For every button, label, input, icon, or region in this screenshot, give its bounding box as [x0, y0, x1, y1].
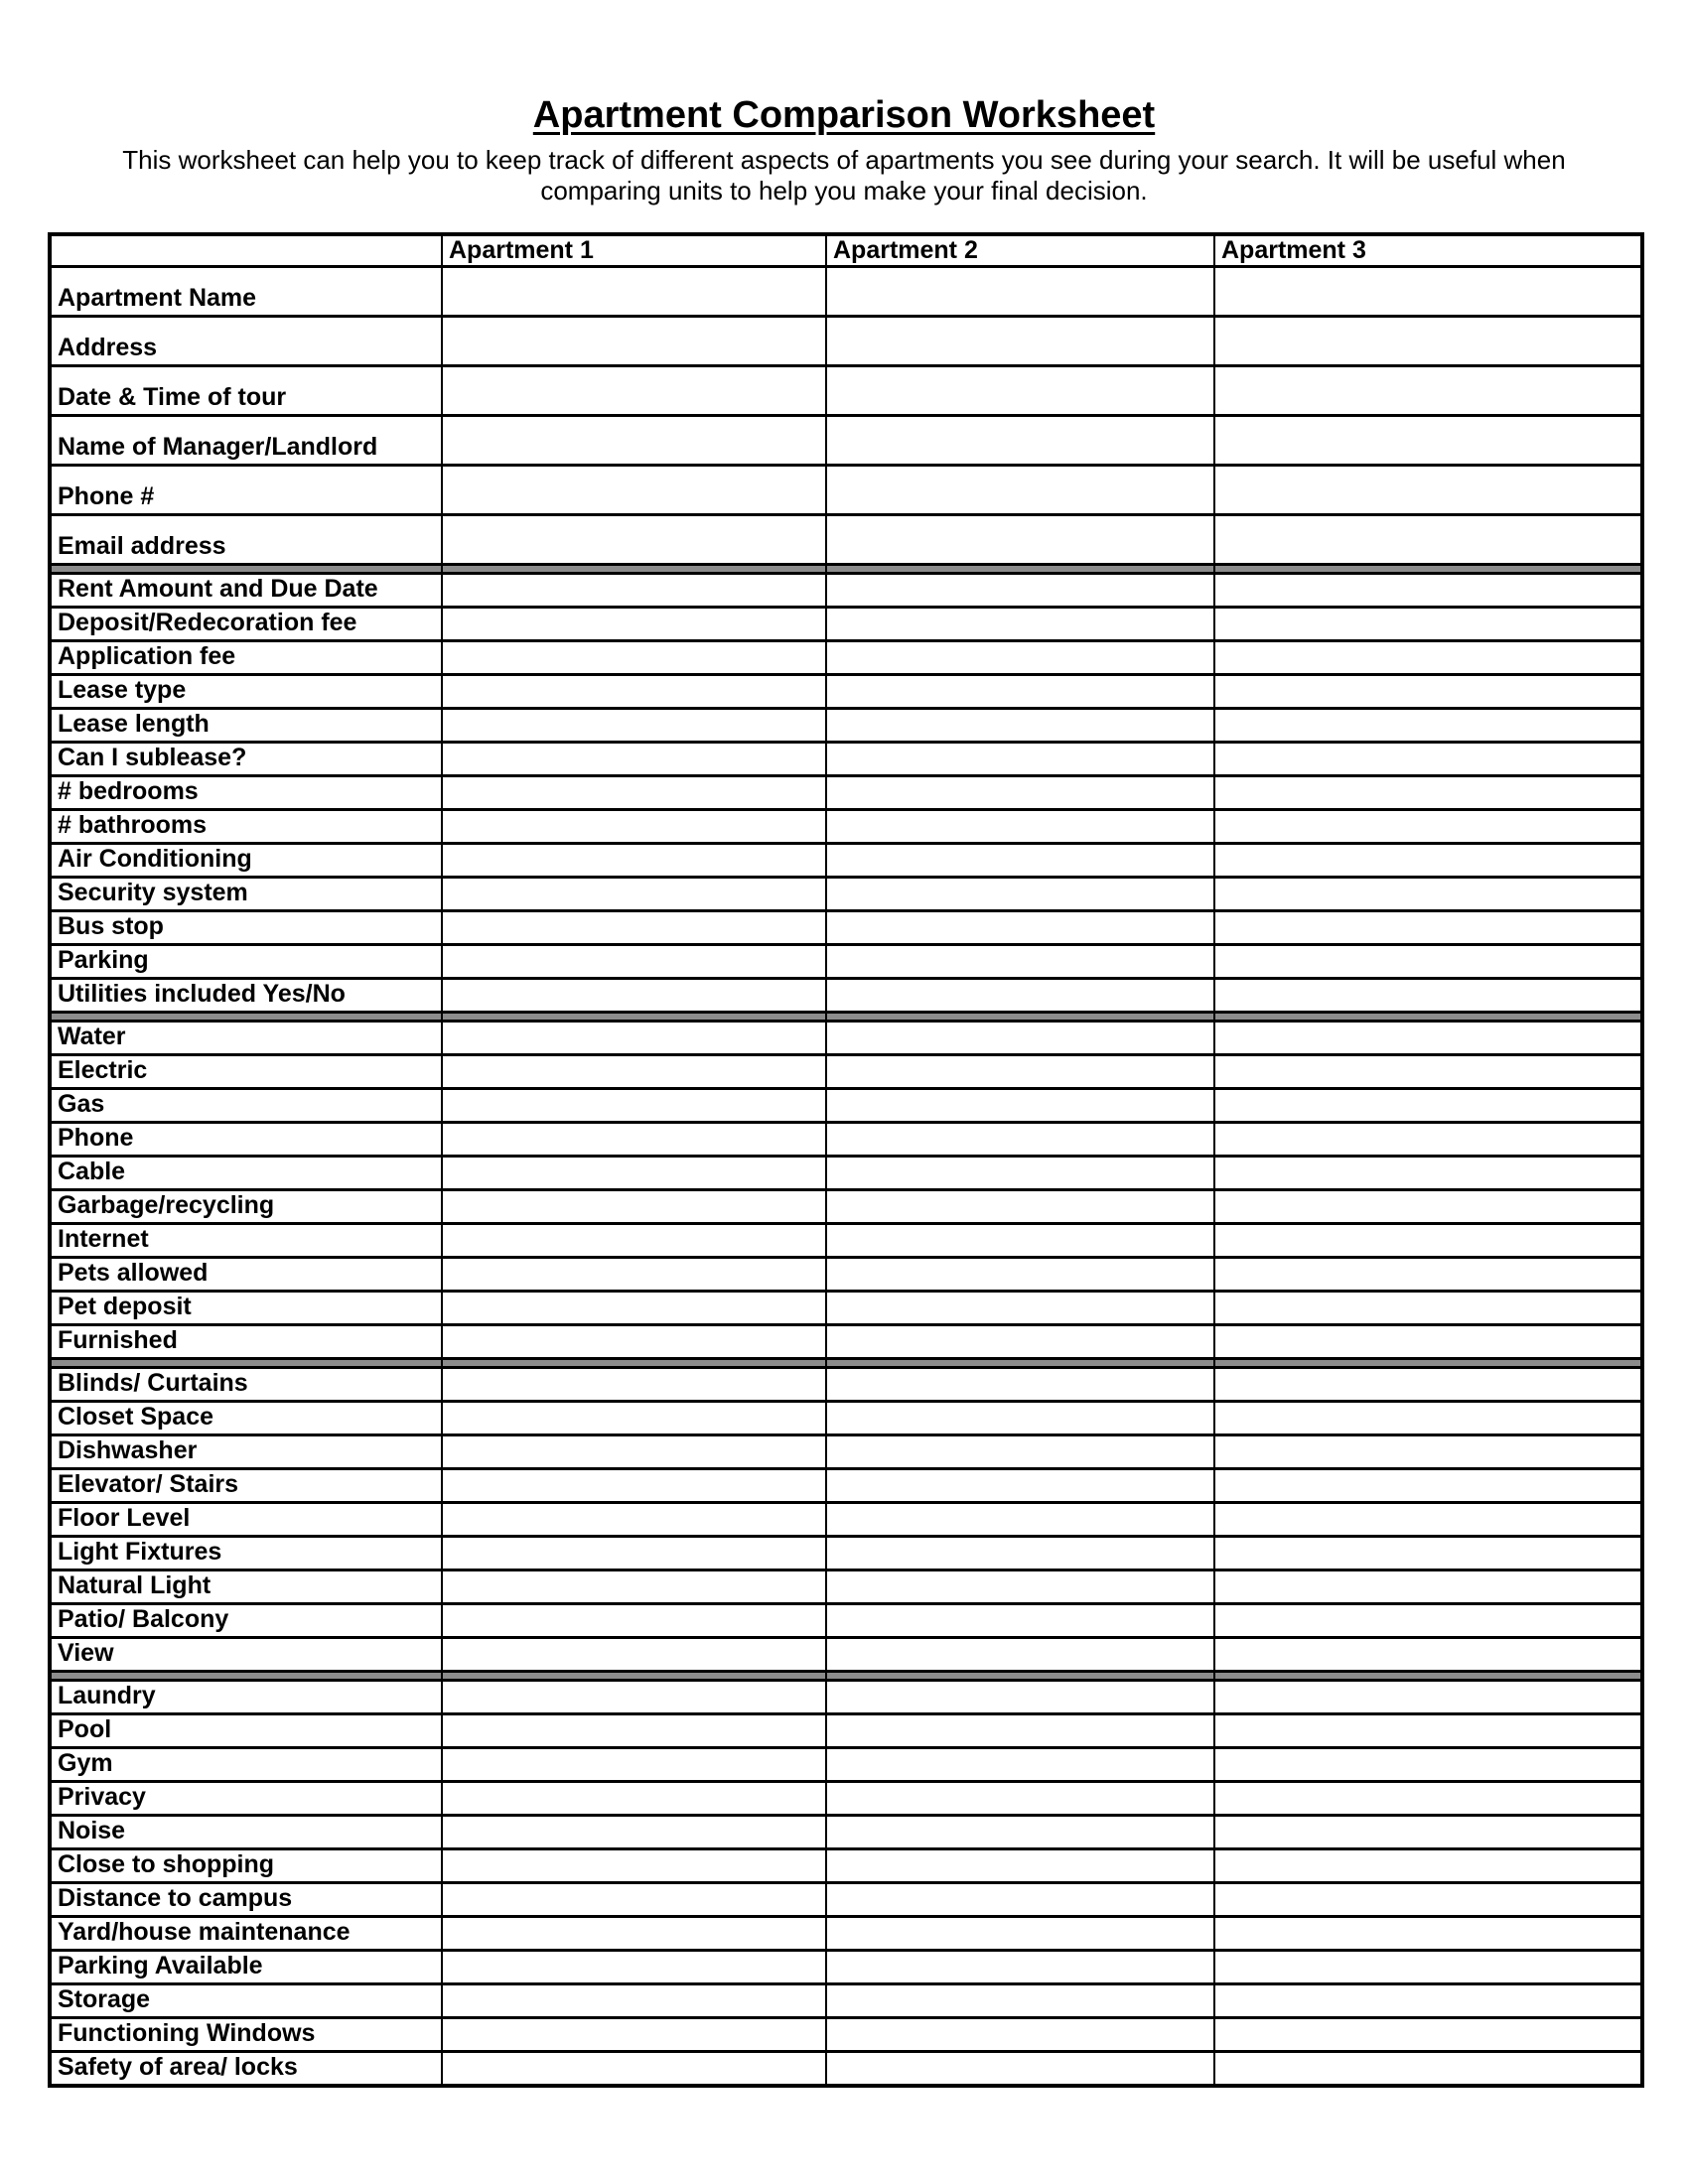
value-cell-apartment-2[interactable] [826, 515, 1214, 565]
table-row [50, 1782, 1642, 1816]
table-row [50, 709, 1642, 743]
value-cell-apartment-2[interactable] [826, 1325, 1214, 1359]
value-cell-apartment-2[interactable] [826, 1917, 1214, 1951]
table-row [50, 1055, 1642, 1089]
value-cell-apartment-1[interactable] [442, 2018, 826, 2052]
value-cell-apartment-3[interactable] [1214, 317, 1642, 366]
table-row [50, 267, 1642, 317]
value-cell-apartment-1[interactable] [442, 2052, 826, 2087]
row-label: # bedrooms [50, 776, 442, 810]
value-cell-apartment-3[interactable] [1214, 979, 1642, 1013]
value-cell-apartment-2[interactable] [826, 1503, 1214, 1537]
value-cell-apartment-3[interactable] [1214, 1714, 1642, 1748]
section-separator-cell [442, 565, 826, 574]
row-label: Address [50, 317, 442, 366]
section-separator-cell [1214, 565, 1642, 574]
value-cell-apartment-2[interactable] [826, 317, 1214, 366]
row-label: Phone [50, 1123, 442, 1157]
section-separator-cell [826, 1672, 1214, 1681]
value-cell-apartment-3[interactable] [1214, 1570, 1642, 1604]
table-row [50, 1089, 1642, 1123]
value-cell-apartment-1[interactable] [442, 810, 826, 844]
row-label: # bathrooms [50, 810, 442, 844]
table-row [50, 810, 1642, 844]
table-row [50, 1368, 1642, 1402]
row-label: View [50, 1638, 442, 1672]
value-cell-apartment-3[interactable] [1214, 1224, 1642, 1258]
table-row [50, 1292, 1642, 1325]
table-row [50, 2018, 1642, 2052]
value-cell-apartment-3[interactable] [1214, 1681, 1642, 1714]
row-label: Parking Available [50, 1951, 442, 1984]
row-label: Rent Amount and Due Date [50, 574, 442, 608]
row-label: Name of Manager/Landlord [50, 416, 442, 466]
value-cell-apartment-1[interactable] [442, 675, 826, 709]
value-cell-apartment-2[interactable] [826, 1224, 1214, 1258]
table-row [50, 1325, 1642, 1359]
value-cell-apartment-1[interactable] [442, 945, 826, 979]
table-row [50, 2052, 1642, 2087]
row-label: Laundry [50, 1681, 442, 1714]
value-cell-apartment-1[interactable] [442, 1190, 826, 1224]
value-cell-apartment-2[interactable] [826, 641, 1214, 675]
section-separator-cell [826, 565, 1214, 574]
row-label: Application fee [50, 641, 442, 675]
page-subtitle: This worksheet can help you to keep track of different aspects of apartments you see during your search. It will be useful when comparing units to help you make your final decision. [122, 145, 1566, 205]
row-label: Closet Space [50, 1402, 442, 1435]
table-row [50, 1503, 1642, 1537]
value-cell-apartment-1[interactable] [442, 1537, 826, 1570]
table-row [50, 1537, 1642, 1570]
value-cell-apartment-3[interactable] [1214, 810, 1642, 844]
row-label: Bus stop [50, 911, 442, 945]
value-cell-apartment-1[interactable] [442, 1917, 826, 1951]
value-cell-apartment-3[interactable] [1214, 366, 1642, 416]
value-cell-apartment-3[interactable] [1214, 1503, 1642, 1537]
value-cell-apartment-3[interactable] [1214, 1883, 1642, 1917]
row-label: Distance to campus [50, 1883, 442, 1917]
table-row [50, 574, 1642, 608]
row-label: Electric [50, 1055, 442, 1089]
row-label: Furnished [50, 1325, 442, 1359]
value-cell-apartment-1[interactable] [442, 466, 826, 515]
value-cell-apartment-2[interactable] [826, 776, 1214, 810]
value-cell-apartment-3[interactable] [1214, 641, 1642, 675]
row-label: Garbage/recycling [50, 1190, 442, 1224]
section-separator-cell [1214, 1359, 1642, 1368]
value-cell-apartment-3[interactable] [1214, 1469, 1642, 1503]
row-label: Pet deposit [50, 1292, 442, 1325]
section-separator [50, 1672, 1642, 1681]
row-label: Apartment Name [50, 267, 442, 317]
value-cell-apartment-3[interactable] [1214, 608, 1642, 641]
value-cell-apartment-3[interactable] [1214, 1402, 1642, 1435]
value-cell-apartment-1[interactable] [442, 317, 826, 366]
value-cell-apartment-2[interactable] [826, 1570, 1214, 1604]
row-label: Storage [50, 1984, 442, 2018]
table-row [50, 1714, 1642, 1748]
table-body [50, 267, 1642, 2087]
table-row [50, 844, 1642, 878]
value-cell-apartment-3[interactable] [1214, 1537, 1642, 1570]
value-cell-apartment-3[interactable] [1214, 911, 1642, 945]
row-label: Can I sublease? [50, 743, 442, 776]
value-cell-apartment-1[interactable] [442, 1638, 826, 1672]
value-cell-apartment-1[interactable] [442, 1402, 826, 1435]
value-cell-apartment-1[interactable] [442, 1123, 826, 1157]
row-label: Email address [50, 515, 442, 565]
value-cell-apartment-1[interactable] [442, 267, 826, 317]
table-row [50, 466, 1642, 515]
column-header-apartment-3: Apartment 3 [1214, 234, 1642, 267]
value-cell-apartment-3[interactable] [1214, 743, 1642, 776]
table-row [50, 317, 1642, 366]
value-cell-apartment-3[interactable] [1214, 675, 1642, 709]
row-label: Patio/ Balcony [50, 1604, 442, 1638]
value-cell-apartment-1[interactable] [442, 1883, 826, 1917]
value-cell-apartment-1[interactable] [442, 1816, 826, 1849]
table-row [50, 1224, 1642, 1258]
section-separator [50, 1013, 1642, 1022]
value-cell-apartment-2[interactable] [826, 979, 1214, 1013]
table-row [50, 1604, 1642, 1638]
section-separator [50, 1359, 1642, 1368]
value-cell-apartment-2[interactable] [826, 945, 1214, 979]
value-cell-apartment-2[interactable] [826, 1292, 1214, 1325]
row-label: Deposit/Redecoration fee [50, 608, 442, 641]
section-separator [50, 565, 1642, 574]
table-row [50, 1157, 1642, 1190]
row-label: Natural Light [50, 1570, 442, 1604]
value-cell-apartment-1[interactable] [442, 1849, 826, 1883]
row-label: Air Conditioning [50, 844, 442, 878]
row-label: Parking [50, 945, 442, 979]
section-separator-cell [442, 1013, 826, 1022]
value-cell-apartment-2[interactable] [826, 1714, 1214, 1748]
value-cell-apartment-1[interactable] [442, 1681, 826, 1714]
section-separator-cell [50, 1672, 442, 1681]
comparison-table [48, 232, 1644, 2088]
row-label: Elevator/ Stairs [50, 1469, 442, 1503]
value-cell-apartment-2[interactable] [826, 1984, 1214, 2018]
value-cell-apartment-2[interactable] [826, 844, 1214, 878]
table-row [50, 776, 1642, 810]
row-label: Cable [50, 1157, 442, 1190]
value-cell-apartment-1[interactable] [442, 641, 826, 675]
value-cell-apartment-1[interactable] [442, 878, 826, 911]
value-cell-apartment-1[interactable] [442, 366, 826, 416]
row-label: Pool [50, 1714, 442, 1748]
page-title: Apartment Comparison Worksheet [532, 94, 1156, 136]
table-row [50, 1123, 1642, 1157]
table-row [50, 1883, 1642, 1917]
value-cell-apartment-2[interactable] [826, 1748, 1214, 1782]
value-cell-apartment-3[interactable] [1214, 2018, 1642, 2052]
row-label: Light Fixtures [50, 1537, 442, 1570]
table-row [50, 1638, 1642, 1672]
value-cell-apartment-3[interactable] [1214, 1604, 1642, 1638]
row-label: Phone # [50, 466, 442, 515]
value-cell-apartment-1[interactable] [442, 1325, 826, 1359]
value-cell-apartment-1[interactable] [442, 1055, 826, 1089]
section-separator-cell [50, 1013, 442, 1022]
value-cell-apartment-2[interactable] [826, 466, 1214, 515]
value-cell-apartment-2[interactable] [826, 1022, 1214, 1055]
row-label: Yard/house maintenance [50, 1917, 442, 1951]
section-separator-cell [826, 1013, 1214, 1022]
value-cell-apartment-2[interactable] [826, 810, 1214, 844]
row-label: Floor Level [50, 1503, 442, 1537]
value-cell-apartment-1[interactable] [442, 1022, 826, 1055]
table-row [50, 1022, 1642, 1055]
table-row [50, 416, 1642, 466]
value-cell-apartment-1[interactable] [442, 776, 826, 810]
value-cell-apartment-2[interactable] [826, 1055, 1214, 1089]
value-cell-apartment-2[interactable] [826, 1782, 1214, 1816]
row-label: Lease type [50, 675, 442, 709]
section-separator-cell [50, 1359, 442, 1368]
value-cell-apartment-2[interactable] [826, 1402, 1214, 1435]
value-cell-apartment-1[interactable] [442, 608, 826, 641]
value-cell-apartment-1[interactable] [442, 1157, 826, 1190]
value-cell-apartment-3[interactable] [1214, 1984, 1642, 2018]
value-cell-apartment-2[interactable] [826, 2018, 1214, 2052]
table-row [50, 515, 1642, 565]
value-cell-apartment-2[interactable] [826, 1469, 1214, 1503]
value-cell-apartment-3[interactable] [1214, 1435, 1642, 1469]
row-label: Pets allowed [50, 1258, 442, 1292]
table-row [50, 1402, 1642, 1435]
value-cell-apartment-3[interactable] [1214, 466, 1642, 515]
value-cell-apartment-1[interactable] [442, 1714, 826, 1748]
section-separator-cell [1214, 1672, 1642, 1681]
column-header-apartment-1: Apartment 1 [442, 234, 826, 267]
value-cell-apartment-3[interactable] [1214, 1157, 1642, 1190]
table-row [50, 1917, 1642, 1951]
value-cell-apartment-2[interactable] [826, 1816, 1214, 1849]
value-cell-apartment-3[interactable] [1214, 1123, 1642, 1157]
row-label: Date & Time of tour [50, 366, 442, 416]
row-label: Utilities included Yes/No [50, 979, 442, 1013]
value-cell-apartment-1[interactable] [442, 911, 826, 945]
value-cell-apartment-1[interactable] [442, 1469, 826, 1503]
table-row [50, 1570, 1642, 1604]
value-cell-apartment-2[interactable] [826, 675, 1214, 709]
table-header [50, 234, 1642, 267]
value-cell-apartment-1[interactable] [442, 1570, 826, 1604]
value-cell-apartment-1[interactable] [442, 1782, 826, 1816]
value-cell-apartment-2[interactable] [826, 1883, 1214, 1917]
value-cell-apartment-3[interactable] [1214, 1258, 1642, 1292]
value-cell-apartment-1[interactable] [442, 1368, 826, 1402]
section-separator-cell [1214, 1013, 1642, 1022]
table-row [50, 979, 1642, 1013]
value-cell-apartment-1[interactable] [442, 709, 826, 743]
value-cell-apartment-1[interactable] [442, 1089, 826, 1123]
value-cell-apartment-3[interactable] [1214, 574, 1642, 608]
row-label: Close to shopping [50, 1849, 442, 1883]
value-cell-apartment-2[interactable] [826, 608, 1214, 641]
table-row [50, 1435, 1642, 1469]
row-label: Dishwasher [50, 1435, 442, 1469]
value-cell-apartment-1[interactable] [442, 416, 826, 466]
section-separator-cell [442, 1672, 826, 1681]
row-label: Privacy [50, 1782, 442, 1816]
table-row [50, 641, 1642, 675]
table-row [50, 1984, 1642, 2018]
value-cell-apartment-3[interactable] [1214, 2052, 1642, 2087]
value-cell-apartment-3[interactable] [1214, 1292, 1642, 1325]
value-cell-apartment-1[interactable] [442, 515, 826, 565]
table-row [50, 1681, 1642, 1714]
table-row [50, 743, 1642, 776]
row-label: Water [50, 1022, 442, 1055]
table-row [50, 1258, 1642, 1292]
value-cell-apartment-2[interactable] [826, 709, 1214, 743]
section-separator-cell [826, 1359, 1214, 1368]
column-header-apartment-2: Apartment 2 [826, 234, 1214, 267]
value-cell-apartment-1[interactable] [442, 1503, 826, 1537]
value-cell-apartment-3[interactable] [1214, 416, 1642, 466]
value-cell-apartment-1[interactable] [442, 1292, 826, 1325]
value-cell-apartment-2[interactable] [826, 911, 1214, 945]
value-cell-apartment-2[interactable] [826, 574, 1214, 608]
value-cell-apartment-3[interactable] [1214, 1638, 1642, 1672]
value-cell-apartment-3[interactable] [1214, 1190, 1642, 1224]
value-cell-apartment-3[interactable] [1214, 709, 1642, 743]
table-row [50, 1951, 1642, 1984]
value-cell-apartment-3[interactable] [1214, 1748, 1642, 1782]
value-cell-apartment-2[interactable] [826, 743, 1214, 776]
value-cell-apartment-3[interactable] [1214, 1022, 1642, 1055]
value-cell-apartment-1[interactable] [442, 1604, 826, 1638]
value-cell-apartment-1[interactable] [442, 1435, 826, 1469]
table-row [50, 1816, 1642, 1849]
row-label: Noise [50, 1816, 442, 1849]
table-row [50, 1748, 1642, 1782]
value-cell-apartment-2[interactable] [826, 366, 1214, 416]
table-row [50, 911, 1642, 945]
value-cell-apartment-3[interactable] [1214, 776, 1642, 810]
section-separator-cell [50, 565, 442, 574]
table-row [50, 608, 1642, 641]
value-cell-apartment-1[interactable] [442, 979, 826, 1013]
value-cell-apartment-2[interactable] [826, 1638, 1214, 1672]
row-label: Lease length [50, 709, 442, 743]
value-cell-apartment-2[interactable] [826, 1368, 1214, 1402]
value-cell-apartment-3[interactable] [1214, 844, 1642, 878]
value-cell-apartment-3[interactable] [1214, 1368, 1642, 1402]
corner-cell [50, 234, 442, 267]
table-row [50, 945, 1642, 979]
value-cell-apartment-1[interactable] [442, 1984, 826, 2018]
value-cell-apartment-1[interactable] [442, 1951, 826, 1984]
row-label: Internet [50, 1224, 442, 1258]
value-cell-apartment-2[interactable] [826, 1435, 1214, 1469]
value-cell-apartment-2[interactable] [826, 1681, 1214, 1714]
value-cell-apartment-3[interactable] [1214, 1089, 1642, 1123]
value-cell-apartment-2[interactable] [826, 1123, 1214, 1157]
value-cell-apartment-2[interactable] [826, 1258, 1214, 1292]
table-row [50, 1469, 1642, 1503]
value-cell-apartment-2[interactable] [826, 1951, 1214, 1984]
value-cell-apartment-2[interactable] [826, 1537, 1214, 1570]
value-cell-apartment-1[interactable] [442, 743, 826, 776]
value-cell-apartment-2[interactable] [826, 1604, 1214, 1638]
value-cell-apartment-3[interactable] [1214, 1917, 1642, 1951]
table-row [50, 675, 1642, 709]
value-cell-apartment-3[interactable] [1214, 1849, 1642, 1883]
value-cell-apartment-2[interactable] [826, 1849, 1214, 1883]
value-cell-apartment-2[interactable] [826, 1190, 1214, 1224]
section-separator-cell [442, 1359, 826, 1368]
row-label: Blinds/ Curtains [50, 1368, 442, 1402]
value-cell-apartment-2[interactable] [826, 416, 1214, 466]
value-cell-apartment-3[interactable] [1214, 945, 1642, 979]
value-cell-apartment-1[interactable] [442, 844, 826, 878]
value-cell-apartment-1[interactable] [442, 574, 826, 608]
value-cell-apartment-3[interactable] [1214, 1951, 1642, 1984]
table-row [50, 1849, 1642, 1883]
value-cell-apartment-3[interactable] [1214, 1782, 1642, 1816]
row-label: Gym [50, 1748, 442, 1782]
row-label: Functioning Windows [50, 2018, 442, 2052]
row-label: Gas [50, 1089, 442, 1123]
table-row [50, 366, 1642, 416]
value-cell-apartment-2[interactable] [826, 2052, 1214, 2087]
value-cell-apartment-2[interactable] [826, 1157, 1214, 1190]
row-label: Safety of area/ locks [50, 2052, 442, 2087]
value-cell-apartment-2[interactable] [826, 267, 1214, 317]
value-cell-apartment-3[interactable] [1214, 267, 1642, 317]
value-cell-apartment-3[interactable] [1214, 1325, 1642, 1359]
value-cell-apartment-3[interactable] [1214, 1816, 1642, 1849]
value-cell-apartment-1[interactable] [442, 1748, 826, 1782]
table-row [50, 1190, 1642, 1224]
value-cell-apartment-2[interactable] [826, 878, 1214, 911]
row-label: Security system [50, 878, 442, 911]
value-cell-apartment-1[interactable] [442, 1258, 826, 1292]
table-row [50, 878, 1642, 911]
value-cell-apartment-3[interactable] [1214, 515, 1642, 565]
value-cell-apartment-2[interactable] [826, 1089, 1214, 1123]
value-cell-apartment-3[interactable] [1214, 1055, 1642, 1089]
value-cell-apartment-3[interactable] [1214, 878, 1642, 911]
value-cell-apartment-1[interactable] [442, 1224, 826, 1258]
